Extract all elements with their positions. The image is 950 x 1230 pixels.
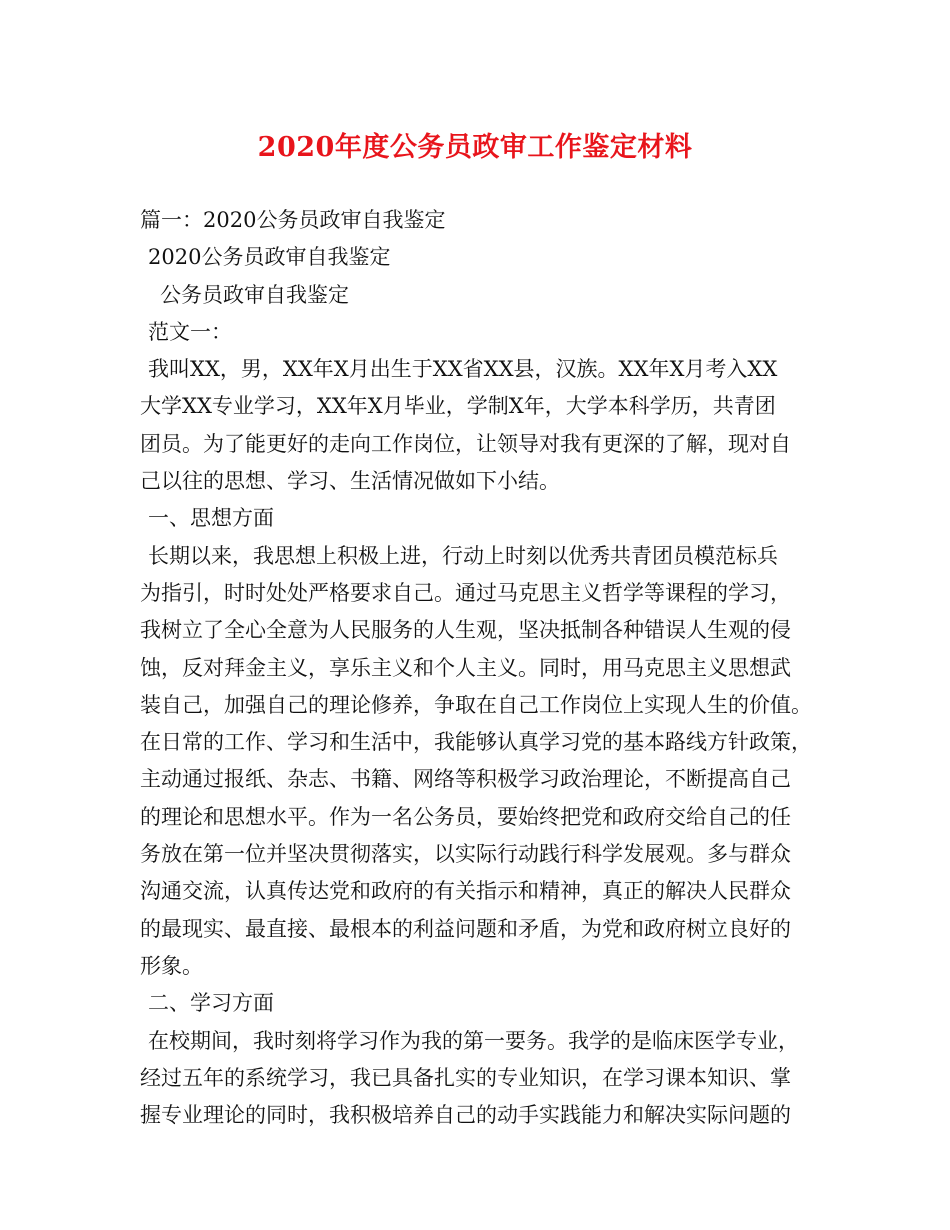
body-line: 一、思想方面 xyxy=(148,506,274,531)
body-line: 2020公务员政审自我鉴定 xyxy=(148,245,391,270)
body-line: 团员。为了能更好的走向工作岗位，让领导对我有更深的了解，现对自 xyxy=(140,431,791,456)
body-line: 我树立了全心全意为人民服务的人生观，坚决抵制各种错误人生观的侵 xyxy=(140,618,791,643)
body-line: 的最现实、最直接、最根本的利益问题和矛盾，为党和政府树立良好的 xyxy=(140,916,791,941)
body-line: 在日常的工作、学习和生活中，我能够认真学习党的基本路线方针政策， xyxy=(140,730,812,755)
body-line: 蚀，反对拜金主义，享乐主义和个人主义。同时，用马克思主义思想武 xyxy=(140,655,791,680)
body-line: 形象。 xyxy=(140,953,203,978)
body-line: 我叫XX，男，XX年X月出生于XX省XX县，汉族。XX年X月考入XX xyxy=(148,357,778,382)
body-line: 装自己，加强自己的理论修养，争取在自己工作岗位上实现人生的价值。 xyxy=(140,692,812,717)
body-line: 篇一：2020公务员政审自我鉴定 xyxy=(140,208,446,232)
body-line: 沟通交流，认真传达党和政府的有关指示和精神，真正的解决人民群众 xyxy=(140,879,791,904)
body-line: 二、学习方面 xyxy=(148,991,274,1016)
body-line: 公务员政审自我鉴定 xyxy=(160,282,349,307)
body-line: 在校期间，我时刻将学习作为我的第一要务。我学的是临床医学专业， xyxy=(148,1028,799,1053)
document-title: 2020年度公务员政审工作鉴定材料 xyxy=(257,132,693,163)
body-line: 范文一： xyxy=(148,319,232,344)
body-line: 的理论和思想水平。作为一名公务员，要始终把党和政府交给自己的任 xyxy=(140,804,791,829)
body-line: 经过五年的系统学习，我已具备扎实的专业知识，在学习课本知识、掌 xyxy=(140,1065,791,1090)
body-line: 大学XX专业学习，XX年X月毕业，学制X年，大学本科学历，共青团 xyxy=(140,394,776,419)
body-line: 己以往的思想、学习、生活情况做如下小结。 xyxy=(140,469,560,494)
document-body xyxy=(140,202,820,1134)
body-line: 长期以来，我思想上积极上进，行动上时刻以优秀共青团员模范标兵 xyxy=(148,543,778,568)
body-line: 握专业理论的同时，我积极培养自己的动手实践能力和解决实际问题的 xyxy=(140,1103,791,1128)
body-line: 务放在第一位并坚决贯彻落实，以实际行动践行科学发展观。多与群众 xyxy=(140,842,791,867)
body-line: 主动通过报纸、杂志、书籍、网络等积极学习政治理论，不断提高自己 xyxy=(140,767,791,792)
body-line: 为指引，时时处处严格要求自己。通过马克思主义哲学等课程的学习， xyxy=(140,580,791,605)
